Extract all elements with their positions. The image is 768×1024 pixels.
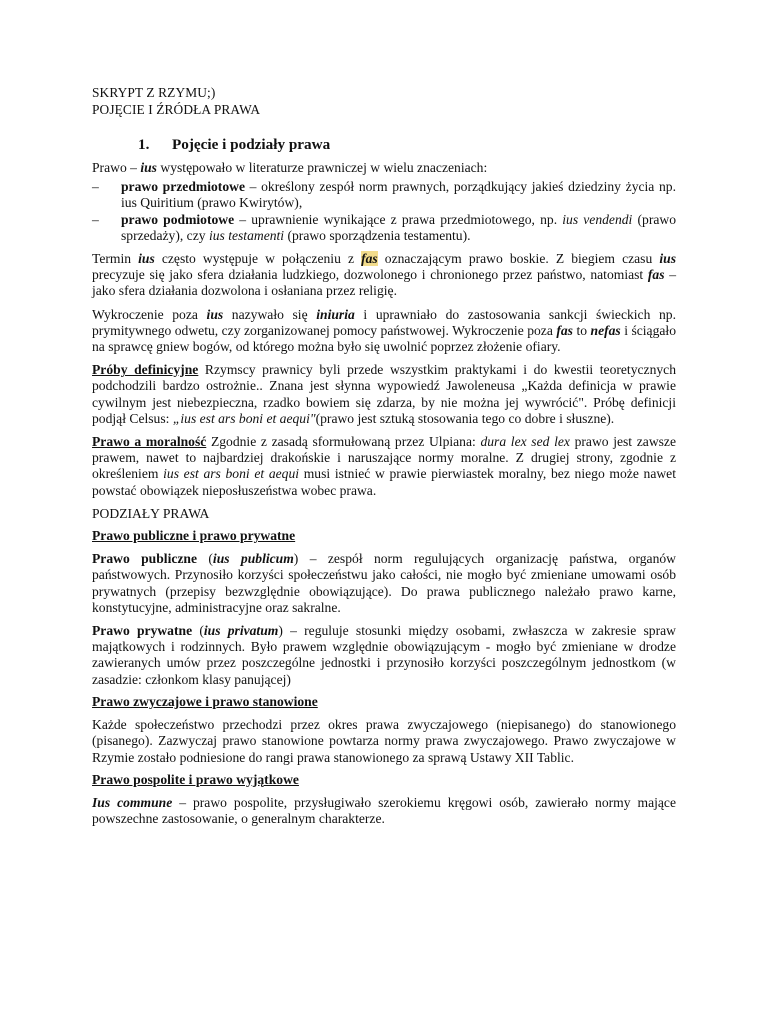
doc-header-line2: POJĘCIE I ŹRÓDŁA PRAWA — [92, 102, 261, 117]
podzialy-heading: PODZIAŁY PRAWA — [92, 505, 210, 521]
list-dash: – — [92, 211, 99, 227]
prywatne-paragraph — [92, 623, 676, 688]
moralnosc-heading: Prawo a moralność — [92, 434, 207, 450]
text: to — [572, 322, 591, 338]
term: Prawo publiczne — [92, 551, 198, 567]
doc-header-line1: SKRYPT Z RZYMU;) — [92, 85, 216, 100]
text: precyzuje się jako sfera działania ludzkiego, dozwolonego i chronionego przez państwo, natomiast — [92, 267, 648, 283]
list-item — [92, 179, 676, 211]
def-text: (prawo sporządzenia testamentu). — [284, 227, 471, 243]
text: prawo jest zawsze prawem, nawet to najbardziej drakońskie i naruszające normy moralne. Z drugiej strony, zgodnie z określeniem — [92, 434, 676, 482]
wykroczenie-paragraph — [92, 307, 676, 356]
latin-term: ius — [138, 251, 155, 267]
highlighted-term: fas — [361, 251, 378, 267]
section-heading — [92, 136, 676, 154]
text: ) — [293, 551, 299, 567]
term: Prawo prywatne — [92, 623, 193, 639]
subheading-zwyczajowe: Prawo zwyczajowe i prawo stanowione — [92, 693, 318, 709]
proby-heading: Próby definicyjne — [92, 362, 199, 378]
text: ( — [197, 551, 213, 567]
def-text: – określony zespół norm prawnych, porządkujący jakieś dziedziny życia np. ius Quiritium (prawo Kwirytów), — [121, 179, 677, 211]
intro-ius: ius — [140, 160, 157, 175]
publiczne-paragraph — [92, 551, 676, 616]
text: – jako sfera działania dozwolona i osłaniana przez religię. — [92, 267, 676, 299]
proby-paragraph — [92, 362, 676, 427]
latin-term: ius vendendi — [562, 211, 633, 227]
intro-paragraph — [92, 160, 676, 176]
pospolite-paragraph — [92, 795, 676, 827]
def-text: (prawo sprzedaży), czy — [121, 211, 676, 243]
latin-term: dura lex sed lex — [480, 434, 570, 450]
latin-term: nefas — [590, 322, 621, 338]
text: i uprawniało do zastosowania sankcji świeckich np. prymitywnego odwetu, czy zorganizowanej pomocy państwowej. Wykroczenie poza — [92, 306, 676, 338]
section-number: 1. — [138, 136, 150, 153]
text: często występuje w połączeniu z — [154, 251, 362, 267]
term-prawo-podmiotowe: prawo podmiotowe — [121, 211, 235, 227]
text: oznaczającym prawo boskie. Z biegiem czasu — [377, 251, 660, 267]
latin-term: ius publicum — [212, 551, 294, 567]
subheading-publ-pryw: Prawo publiczne i prawo prywatne — [92, 528, 296, 544]
definition-list — [92, 179, 676, 244]
latin-term: fas — [647, 267, 665, 283]
termin-paragraph — [92, 251, 676, 300]
list-dash: – — [92, 179, 99, 195]
latin-quote: „ius est ars boni et aequi" — [172, 410, 316, 426]
latin-term: iniuria — [316, 306, 355, 322]
text: ( — [192, 623, 204, 639]
latin-term: ius est ars boni et aequi — [163, 466, 300, 482]
latin-term: fas — [556, 322, 573, 338]
text: – prawo pospolite, przysługiwało szerokiemu kręgowi osób, zawierało normy mające powszechne zastosowanie, o generalnym charakterze. — [92, 794, 676, 827]
list-item — [92, 212, 676, 244]
term-prawo-przedmiotowe: prawo przedmiotowe — [121, 179, 245, 195]
subheading-pospolite: Prawo pospolite i prawo wyjątkowe — [92, 771, 299, 787]
text: – reguluje stosunki między osobami, zwłaszcza w zakresie spraw majątkowych i rodzinnych. Było prawem względnie obowiązującym - mogło być zmieniane w drodze zawieranych umów przez poszczególne jednostki i przynosiło korzyści poszczególnym jednostkom (w zasadzie: członkom klasy panującej) — [92, 623, 676, 687]
zwyczajowe-paragraph: Każde społeczeństwo przechodzi przez okres prawa zwyczajowego (niepisanego) do stanowionego (pisanego). Zazwyczaj prawo stanowione powtarza normy prawa zwyczajowego. Prawo zwyczajowe w Rzymie zostało podniesione do rangi prawa stanowionego za sprawą Ustawy XII Tablic. — [92, 717, 676, 765]
latin-term: ius privatum — [203, 623, 279, 639]
text: Zgodnie z zasadą sformułowaną przez Ulpiana: — [206, 434, 481, 450]
latin-term: ius — [659, 251, 676, 267]
text: ) — [278, 623, 283, 639]
text: nazywało się — [223, 306, 317, 322]
text: – zespół norm regulujących organizację państwa, organów państwowych. Przynosiło korzyści społeczeństwu jako całości, nie mogło być zmieniane umowami osób prywatnych (przepisy bezwzględnie obowiązujące). Do prawa publicznego należało prawo karne, konstytucyjne, administracyjne oraz sakralne. — [92, 551, 676, 615]
moralnosc-paragraph — [92, 434, 676, 499]
text: musi istnieć w prawie pierwiastek moralny, bez niego może nawet powstać obowiązek nieposłuszeństwa wobec prawa. — [92, 466, 676, 498]
latin-term: ius — [206, 306, 224, 322]
intro-text-b: występowało w literaturze prawniczej w wielu znaczeniach: — [156, 160, 488, 175]
intro-text-a: Prawo – — [92, 160, 141, 175]
text: (prawo jest sztuką stosowania tego co dobre i słuszne). — [315, 410, 615, 426]
text: Rzymscy prawnicy byli przede wszystkim praktykami i do kwestii teoretycznych podchodzili bardzo ostrożnie.. Znana jest słynna wypowiedź Jawoleneusa „Każda definicja w prawie cywilnym jest niebezpieczna, rzadko bowiem się zdarza, by nie można jej wywrócić". Próbę definicji podjął Celsus: — [92, 362, 676, 426]
text: i ściągało na sprawcę gniew bogów, od którego można było się uwolnić poprzez złożenie ofiary. — [92, 322, 676, 355]
text: Wykroczenie poza — [92, 306, 207, 322]
section-title: Pojęcie i podziały prawa — [172, 136, 331, 153]
latin-term: Ius commune — [92, 794, 173, 810]
def-text: – uprawnienie wynikające z prawa przedmiotowego, np. — [234, 211, 563, 227]
latin-term: ius testamenti — [208, 227, 285, 243]
text: Termin — [92, 251, 139, 267]
